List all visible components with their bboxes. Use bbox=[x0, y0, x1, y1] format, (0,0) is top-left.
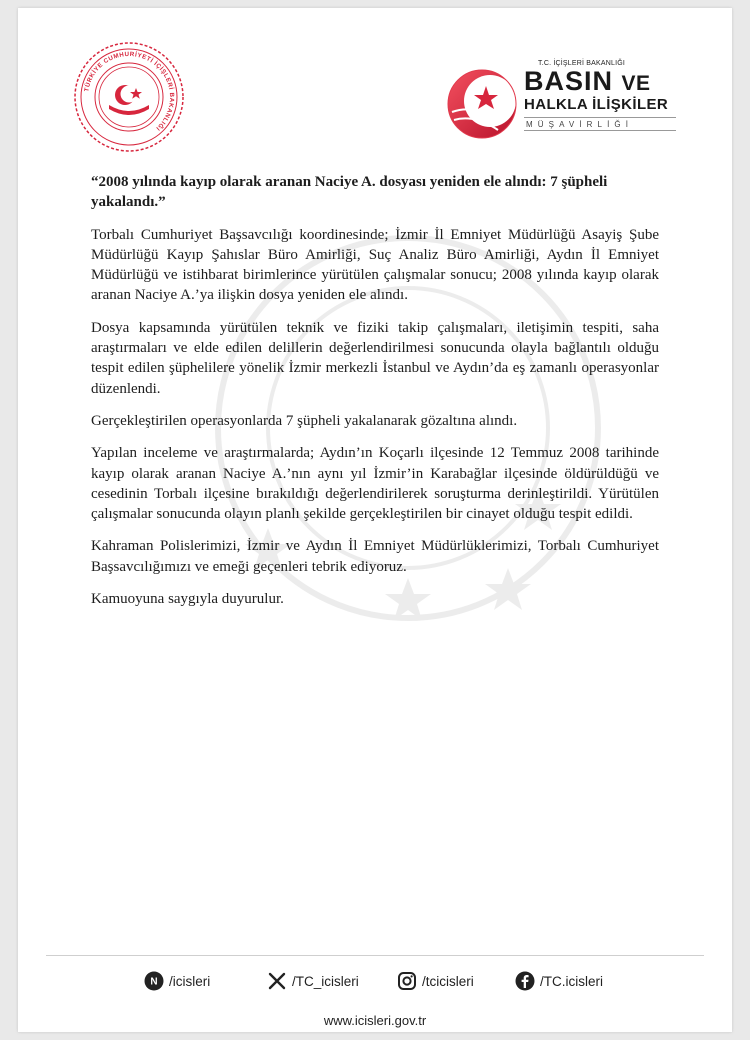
website-link[interactable]: www.icisleri.gov.tr bbox=[323, 1013, 427, 1028]
article-paragraph: Yapılan inceleme ve araştırmalarda; Aydın’ın Koçarlı ilçesinde 12 Temmuz 2008 tarihinde kayıp olarak aranan Naciye A.’nın aynı yıl İzmir’in Karabağlar ilçesinde öldürüldüğü ve cesedinin Torbalı ilçesine bırakıldığı değerlendirilerek soruşturma derinleştirildi. Yürütülen çalışmalar sonucunda olayın planlı şekilde gerçekleştirilen bir cinayet olduğu tespit edildi. bbox=[91, 445, 659, 523]
social-link-facebook[interactable] bbox=[515, 970, 603, 992]
social-link-instagram[interactable] bbox=[397, 970, 474, 992]
social-handle: /TC.icisleri bbox=[540, 973, 603, 989]
brand-ve: VE bbox=[621, 72, 651, 95]
nsosyal-icon bbox=[144, 971, 164, 991]
press-release-page bbox=[18, 8, 732, 1032]
press-office-logo bbox=[446, 60, 682, 140]
facebook-icon bbox=[515, 971, 535, 991]
article-title: “2008 yılında kayıp olarak aranan Naciye A. dosyası yeniden ele alındı: 7 şüpheli yakalandı.” bbox=[91, 174, 608, 211]
social-handle: /tcicisleri bbox=[422, 973, 474, 989]
article-paragraph: Dosya kapsamında yürütülen teknik ve fiziki takip çalışmaları, iletişimin tespiti, saha araştırmaları ve elde edilen delillerin değerlendirilmesi sonucunda olayla bağlantılı olduğu tespit edilen şüphelilere yönelik İzmir merkezli İstanbul ve Aydın’da eş zamanlı operasyonlar düzenlendi. bbox=[91, 319, 659, 397]
x-icon bbox=[267, 971, 287, 991]
footer-divider bbox=[46, 955, 704, 956]
svg-text:N: N bbox=[150, 976, 158, 988]
ministry-seal-icon bbox=[73, 41, 185, 153]
article-body bbox=[91, 172, 659, 621]
crescent-star-icon bbox=[446, 68, 518, 140]
brand-title-line3: MÜŞAVİRLİĞİ bbox=[526, 120, 634, 129]
brand-divider bbox=[524, 130, 676, 131]
instagram-icon bbox=[397, 971, 417, 991]
article-paragraph: Kamuoyuna saygıyla duyurulur. bbox=[91, 591, 284, 608]
article-paragraph: Kahraman Polislerimizi, İzmir ve Aydın İl Emniyet Müdürlüklerimizi, Torbalı Cumhuriyet Başsavcılığımızı ve emeği geçenleri tebrik ediyoruz. bbox=[91, 538, 659, 575]
social-handle: /TC_icisleri bbox=[292, 973, 359, 989]
brand-title-line2: HALKLA İLİŞKİLER bbox=[524, 96, 669, 113]
brand-basin: BASIN bbox=[524, 66, 614, 96]
brand-ministry-label: T.C. İÇİŞLERİ BAKANLIĞI bbox=[538, 60, 626, 67]
social-link-x[interactable] bbox=[267, 970, 359, 992]
brand-title-line1 bbox=[524, 68, 651, 97]
article-paragraph: Torbalı Cumhuriyet Başsavcılığı koordinesinde; İzmir İl Emniyet Müdürlüğü Asayiş Şube Müdürlüğü Kayıp Şahıslar Büro Amirliği, Suç Analiz Büro Amirliği, Aydın İl Emniyet Müdürlüğü ve istihbarat birimlerince yürütülen çalışmalar sonucu; 2008 yılında kayıp olarak aranan Naciye A.’ya ilişkin dosya yeniden ele alındı. bbox=[91, 226, 659, 304]
svg-text:TÜRKİYE CUMHURİYETİ İÇİŞLERİ B: TÜRKİYE CUMHURİYETİ İÇİŞLERİ BAKANLIĞI bbox=[83, 50, 176, 132]
social-handle: /icisleri bbox=[169, 973, 211, 989]
article-paragraph: Gerçekleştirilen operasyonlarda 7 şüpheli yakalanarak gözaltına alındı. bbox=[91, 412, 518, 429]
brand-divider bbox=[524, 117, 676, 118]
social-link-nsosyal[interactable] bbox=[144, 970, 210, 992]
